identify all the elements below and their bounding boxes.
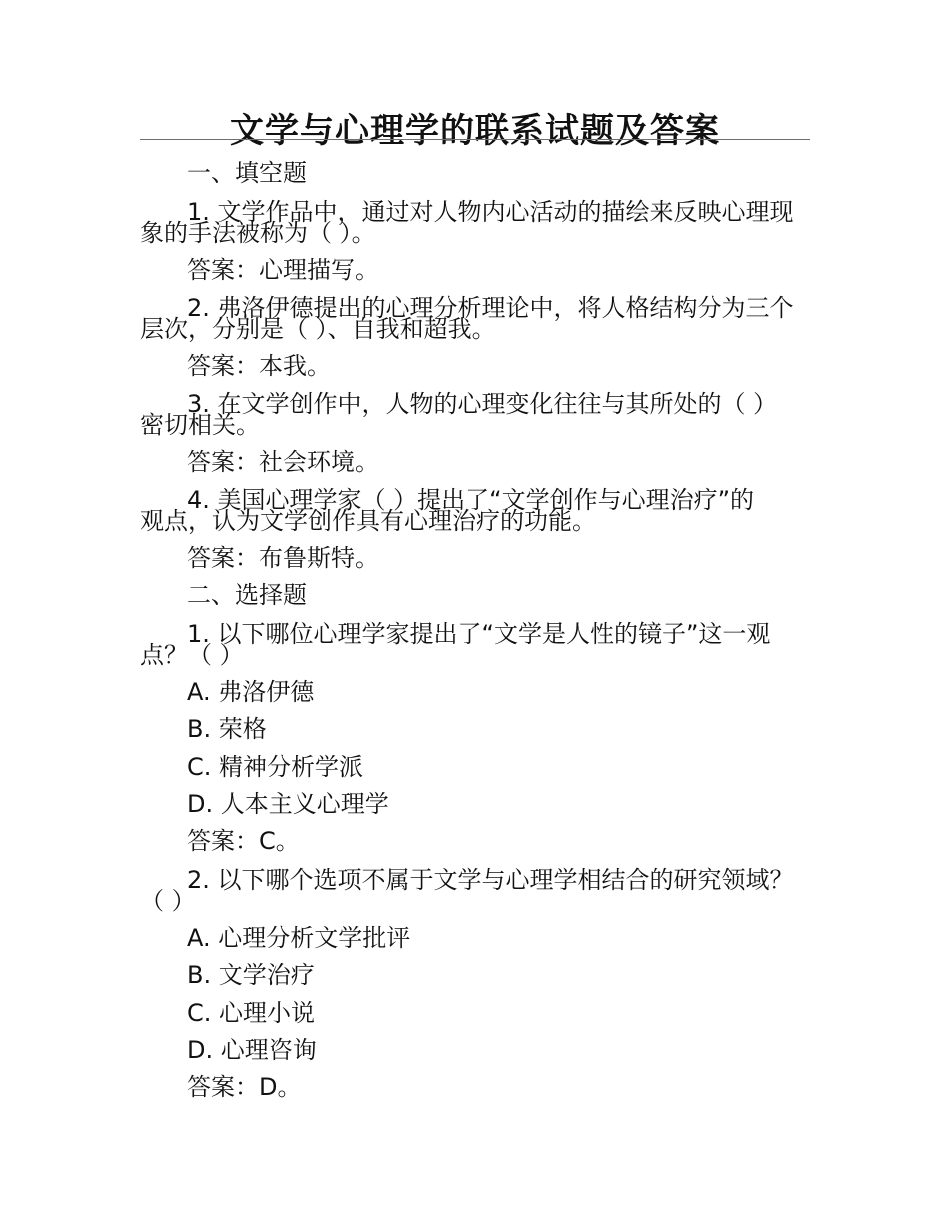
choice-q1-line2: 点？（ ）	[140, 641, 244, 669]
choice-q1-line1: 1. 以下哪位心理学家提出了“文学是人性的镜子”这一观	[187, 620, 771, 648]
choice-q2-option-c: C. 心理小说	[187, 999, 316, 1027]
choice-q2-line1: 2. 以下哪个选项不属于文学与心理学相结合的研究领域？	[187, 866, 794, 894]
fill-q1-answer: 答案：心理描写。	[187, 256, 379, 284]
fill-q1-line1: 1. 文学作品中，通过对人物内心活动的描绘来反映心理现	[187, 198, 794, 226]
fill-q3-answer: 答案：社会环境。	[187, 448, 379, 476]
fill-q1-line2: 象的手法被称为（ ）。	[140, 219, 376, 247]
choice-q1-option-a: A. 弗洛伊德	[187, 678, 315, 706]
choice-q2-line2: （ ）	[140, 887, 196, 915]
document-title: 文学与心理学的联系试题及答案	[230, 111, 720, 151]
fill-q4-line2: 观点，认为文学创作具有心理治疗的功能。	[140, 507, 596, 535]
fill-q2-line1: 2. 弗洛伊德提出的心理分析理论中，将人格结构分为三个	[187, 294, 794, 322]
choice-q2-answer: 答案：D。	[187, 1073, 302, 1101]
fill-q4-line1: 4. 美国心理学家（ ）提出了“文学创作与心理治疗”的	[187, 486, 755, 514]
choice-q1-option-b: B. 荣格	[187, 715, 267, 743]
section-heading-multiple-choice: 二、选择题	[187, 581, 307, 609]
choice-q1-option-c: C. 精神分析学派	[187, 753, 364, 781]
choice-q1-option-d: D. 人本主义心理学	[187, 790, 389, 818]
choice-q2-option-b: B. 文学治疗	[187, 961, 315, 989]
choice-q2-option-a: A. 心理分析文学批评	[187, 924, 411, 952]
title-underline	[140, 139, 810, 140]
fill-q3-line1: 3. 在文学创作中，人物的心理变化往往与其所处的（ ）	[187, 390, 778, 418]
choice-q2-option-d: D. 心理咨询	[187, 1036, 317, 1064]
fill-q4-answer: 答案：布鲁斯特。	[187, 544, 379, 572]
fill-q2-line2: 层次，分别是（ ）、自我和超我。	[140, 315, 496, 343]
section-heading-fill-blank: 一、填空题	[187, 159, 307, 187]
fill-q2-answer: 答案：本我。	[187, 352, 331, 380]
choice-q1-answer: 答案：C。	[187, 827, 300, 855]
fill-q3-line2: 密切相关。	[140, 411, 260, 439]
